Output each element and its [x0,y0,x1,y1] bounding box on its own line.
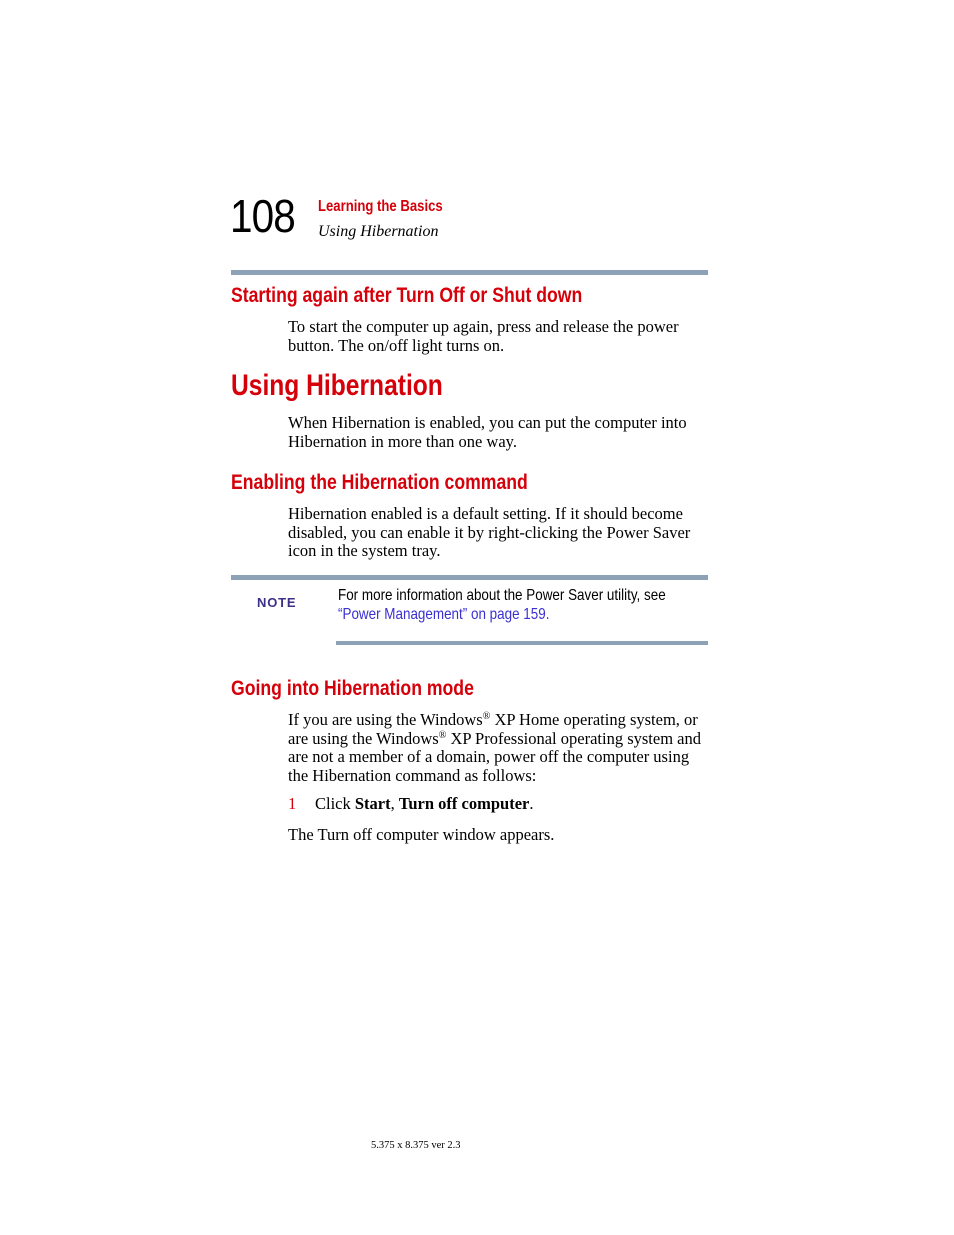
step-separator: , [390,794,399,813]
paragraph-starting-again: To start the computer up again, press and release the power button. The on/off light turns on. [288,317,679,355]
note-top-rule [231,575,708,580]
paragraph-using-hibernation: When Hibernation is enabled, you can put the computer into Hibernation in more than one way. [288,413,687,451]
chapter-title: Learning the Basics [318,198,443,215]
paragraph-going-into-mode [288,711,713,785]
note-label: NOTE [257,595,297,610]
heading-enabling-command: Enabling the Hibernation command [231,470,528,494]
step-end: . [529,794,534,813]
registered-mark: ® [482,711,491,722]
paragraph-enabling-command: Hibernation enabled is a default setting. If it should become disabled, you can enable it by right-clicking the Power Saver icon in the system tray. [288,504,691,561]
page-number: 108 [230,190,295,242]
body-part-1: If you are using the Windows [288,710,483,729]
step-turnoff-label: Turn off computer [398,794,530,813]
step-start-label: Start [354,794,391,813]
step-number: 1 [288,794,297,813]
registered-mark: ® [438,729,447,741]
note-text-body: For more information about the Power Saver utility, see [338,587,666,604]
step-prefix: Click [315,794,355,813]
step-text [315,795,533,814]
body-part-2: XP Home operating system, or are using the Windows [288,710,698,748]
running-section-title: Using Hibernation [318,223,439,240]
heading-going-into-mode: Going into Hibernation mode [231,676,474,700]
footer-version: 5.375 x 8.375 ver 2.3 [371,1140,461,1151]
heading-using-hibernation: Using Hibernation [231,369,443,402]
power-management-link[interactable]: “Power Management” on page 159 [338,606,546,623]
body-part-3: XP Professional operating system and are not a member of a domain, power off the computer using the Hibernation command as follows: [288,728,701,785]
heading-starting-again: Starting again after Turn Off or Shut down [231,283,583,307]
note-text [338,586,666,624]
note-period: . [545,606,550,623]
section-divider [231,270,708,275]
note-bottom-rule [336,641,708,645]
paragraph-result: The Turn off computer window appears. [288,825,555,844]
